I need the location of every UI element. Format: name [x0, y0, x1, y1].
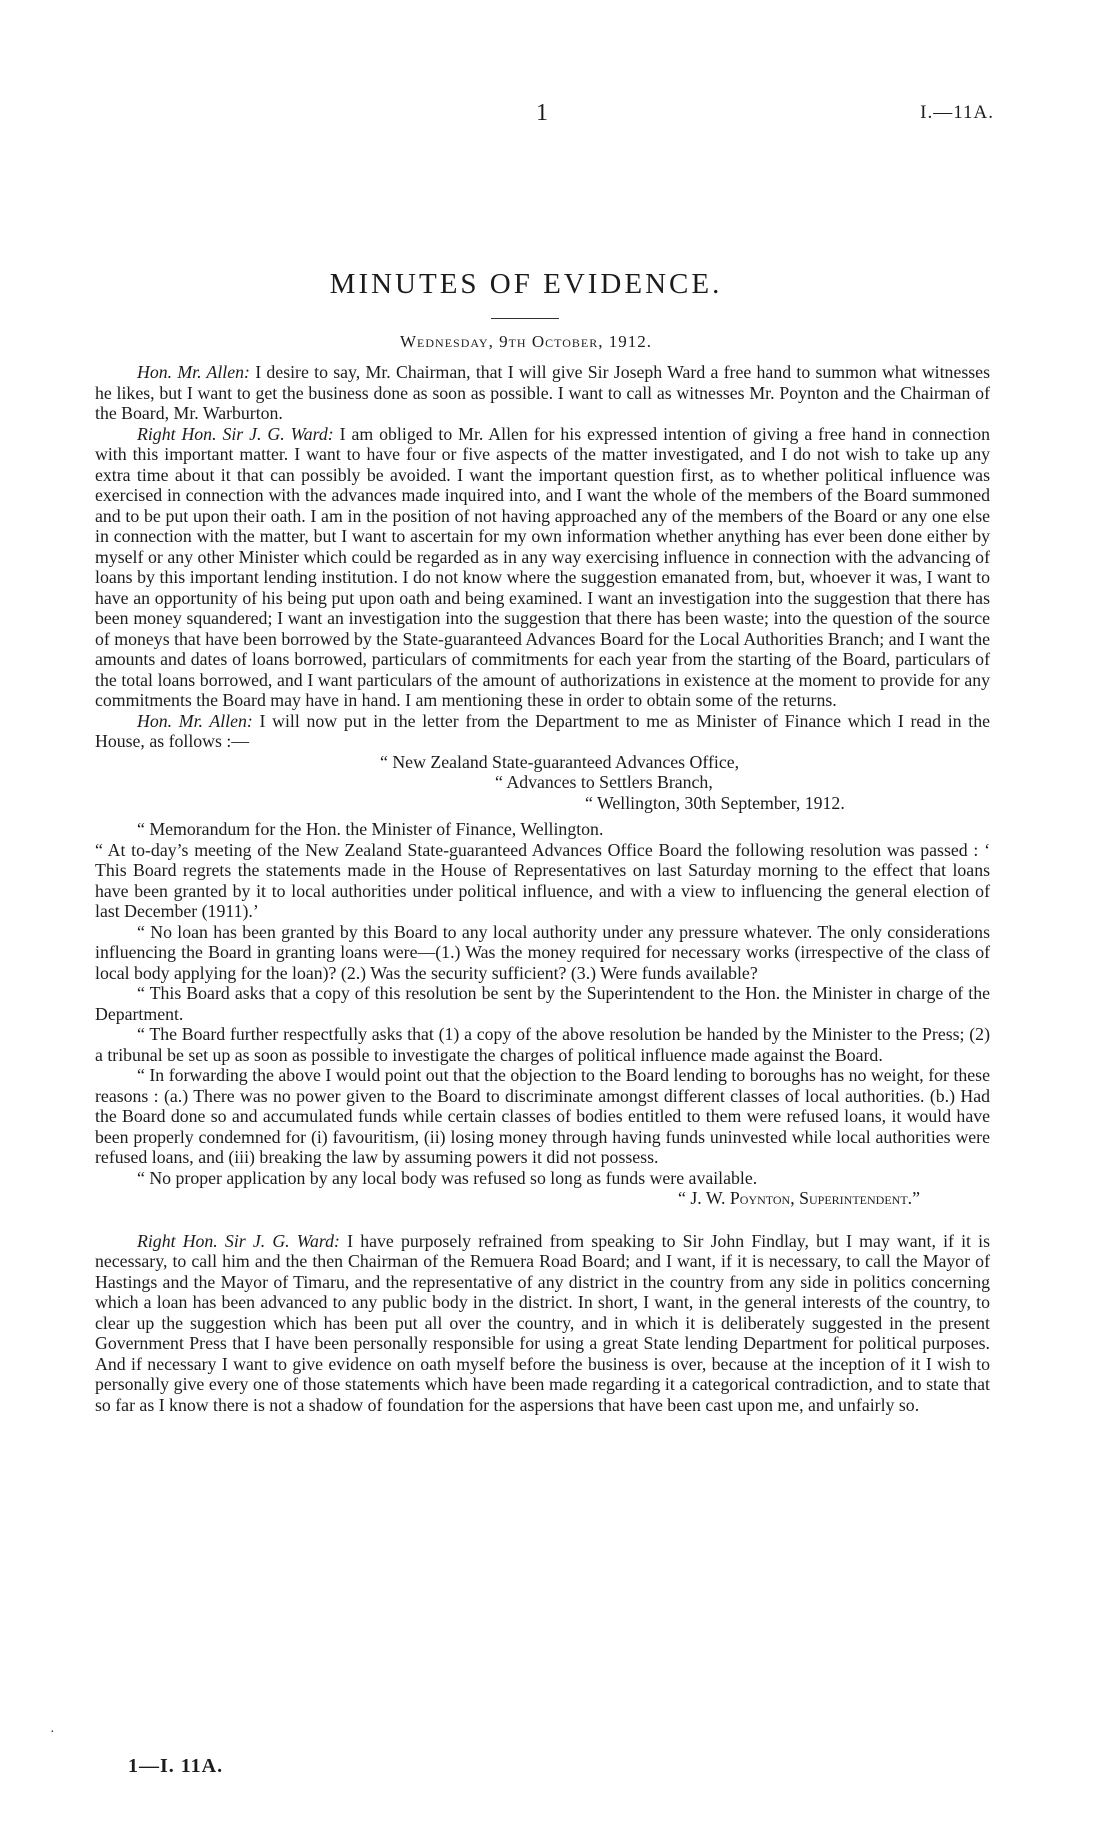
letter-paragraph: “ No proper application by any local body was refused so long as funds were available.: [137, 1167, 758, 1188]
speaker-name: Right Hon. Sir J. G. Ward:: [137, 1230, 340, 1251]
letter-paragraph: “ In forwarding the above I would point out that the objection to the Board lending to boroughs has no weight, for these reasons : (a.) There was no power given to the Board to discriminate amongst different classes of local authorities. (b.) Had the Board done so and accumulated funds while certain classes of bodies entitled to them were refused loans, it would have been properly condemned for (i) favouritism, (ii) losing money through having funds uninvested while local authorities were refused loans, and (iii) breaking the law by assuming powers it did not possess.: [95, 1065, 990, 1167]
speaker-name: Hon. Mr. Allen:: [137, 362, 250, 382]
paragraph-ward-2: [95, 1231, 990, 1416]
paragraph-text: I have purposely refrained from speaking to Sir John Findlay, but I may want, if it is necessary, to call him and the then Chairman of the Remuera Road Board; and I want, if it is necessary, to call the Mayor of Hastings and the Mayor of Timaru, and the representative of any district in the country from any side in politics concerning which a loan has been advanced to any public body in the district. In short, I want, in the general interests of the country, to clear up the suggestion which has been put all over the country, and in which it is deliberately suggested in the present Government Press that I have been personally responsible for using a great State lending Department for political purposes. And if necessary I want to give evidence on oath myself before the business is over, because at the inception of it I wish to personally give every one of those statements which have been made regarding it a categorical contradiction, and to state that so far as I know there is not a shadow of foundation for the aspersions that have been cast upon me, and unfairly so.: [95, 1230, 991, 1415]
evidence-body: [95, 362, 990, 1415]
letter-paragraph: “ At to-day’s meeting of the New Zealand State-guaranteed Advances Office Board the following resolution was passed : ‘ This Board regrets the statements made in the House of Representatives on last Saturday morning to the effect that loans have been granted by it to local authorities under political influence, and with a view to influencing the general election of last December (1911).’: [95, 839, 990, 921]
letter-address-line: “ Advances to Settlers Branch,: [495, 772, 713, 792]
page-number: 1: [536, 100, 548, 126]
title-divider: [491, 318, 559, 319]
paragraph-ward-1: [95, 424, 990, 711]
letter-paragraph: “ The Board further respectfully asks that (1) a copy of the above resolution be handed by the Minister to the Press; (2) a tribunal be set up as soon as possible to investigate the charges of political influence made against the Board.: [95, 1024, 990, 1065]
paragraph-text: I will now put in the letter from the Department to me as Minister of Finance which I read in the House, as follows :—: [95, 710, 990, 751]
signature-mark: 1—I. 11A.: [128, 1755, 224, 1777]
paragraph-text: I desire to say, Mr. Chairman, that I will give Sir Joseph Ward a free hand to summon what witnesses he likes, but I want to get the business done as soon as possible. I want to call as witnesses Mr. Poynton and the Chairman of the Board, Mr. Warburton.: [95, 362, 990, 423]
speaker-name: Right Hon. Sir J. G. Ward:: [137, 423, 334, 444]
letter-signature: “ J. W. Poynton, Superintendent.”: [678, 1188, 920, 1208]
page-title: MINUTES OF EVIDENCE.: [329, 268, 723, 300]
memo-heading: “ Memorandum for the Hon. the Minister of Finance, Wellington.: [137, 819, 604, 839]
paragraph-allen-2: [95, 711, 990, 752]
paragraph-allen-1: [95, 362, 990, 424]
paragraph-text: I am obliged to Mr. Allen for his expressed intention of giving a free hand in connection with this important matter. I want to have four or five aspects of the matter investigated, and I do not wish to take up any extra time about it that can possibly be avoided. I want the important question first, as to whether political influence was exercised in connection with the advances made inquired into, and I want the whole of the members of the Board summoned and to be put upon their oath. I am in the position of not having approached any of the members of the Board or any one else in connection with the matter, but I want to ascertain for my own information whether anything has ever been done either by myself or any other Minister which could be regarded as in any way exercising influence in connection with the advancing of loans by this important lending institution. I do not know where the suggestion emanated from, but, whoever it was, I want to have an opportunity of his being put upon oath and being examined. I want an investigation into the suggestion that there has been money squandered; I want an investigation into the suggestion that there has been waste; into the question of the source of moneys that have been borrowed by the State-guaranteed Advances Board for the Local Authorities Branch; and I want the amounts and dates of loans borrowed, particulars of commitments for each year from the starting of the Board, particulars of the total loans borrowed, and I want particulars of the amount of authorizations in existence at the moment to provide for any commitments the Board may have in hand. I am mentioning these in order to obtain some of the returns.: [95, 423, 990, 710]
speaker-name: Hon. Mr. Allen:: [137, 710, 253, 731]
letter-address-line: “ New Zealand State-guaranteed Advances Office,: [380, 751, 740, 772]
letter-paragraph: “ No loan has been granted by this Board to any local authority under any pressure whatever. The only considerations influencing the Board in granting loans were—(1.) Was the money required for necessary works (irrespective of the class of local body applying for the loan)? (2.) Was the security sufficient? (3.) Were funds available?: [95, 921, 990, 983]
letter-address-line: “ Wellington, 30th September, 1912.: [585, 792, 845, 813]
paper-reference: I.—11A.: [920, 102, 994, 123]
letter-paragraph: “ This Board asks that a copy of this resolution be sent by the Superintendent to the Hon. the Minister in charge of the Department.: [95, 983, 990, 1024]
margin-mark: ·: [50, 1725, 55, 1740]
session-date: Wednesday, 9th October, 1912.: [399, 332, 652, 351]
